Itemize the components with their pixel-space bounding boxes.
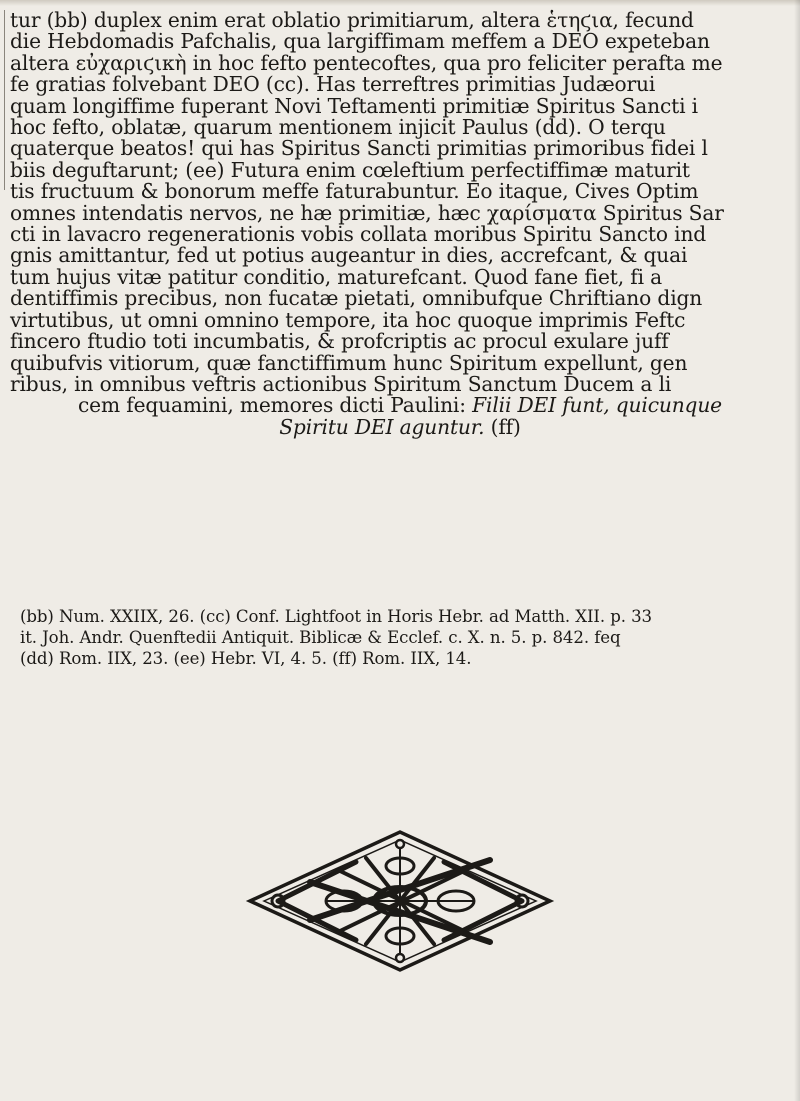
footnote-line: (dd) Rom. IIX, 23. (ee) Hebr. VI, 4. 5. (ff) Rom. IIX, 14.: [20, 649, 472, 668]
text-line: cti in lavacro regenerationis vobis collata moribus Spiritu Sancto ind: [10, 222, 707, 247]
text-line: omnes intendatis nervos, ne hæ primitiæ, hæc χαρίσματα Spiritus Sar: [10, 200, 724, 225]
closing-text: cem fequamini, memores dicti Paulini:: [78, 393, 466, 418]
page-top-edge: [0, 0, 800, 6]
text-line: quam longiffime fuperant Novi Teftamenti primitiæ Spiritus Sancti i: [10, 93, 698, 118]
footnote-line: (bb) Num. XXIIX, 26. (cc) Conf. Lightfoot in Horis Hebr. ad Matth. XII. p. 33: [20, 607, 653, 626]
text-line: quaterque beatos! qui has Spiritus Sancti primitias primoribus fidei l: [10, 136, 708, 161]
scripture-quote: Filii DEI funt, quicunque: [472, 393, 722, 418]
text-line: tum hujus vitæ patitur conditio, maturefcant. Quod fane fiet, fi a: [10, 264, 663, 289]
footnotes-block: [20, 606, 800, 669]
text-line: tis fructuum & bonorum meffe faturabuntur. Eo itaque, Cives Optim: [10, 179, 699, 204]
text-line: biis deguftarunt; (ee) Futura enim cœleftium perfectiffimæ maturit: [10, 157, 690, 182]
scripture-quote: Spiritu DEI aguntur.: [279, 414, 485, 439]
margin-line: [4, 10, 5, 190]
footnote-line: it. Joh. Andr. Quenftedii Antiquit. Biblicæ & Ecclef. c. X. n. 5. p. 842. feq: [20, 628, 621, 647]
footnote-reference: (ff): [490, 414, 521, 439]
text-line: die Hebdomadis Pafchalis, qua largiffimam meffem a DEO expeteban: [10, 29, 710, 54]
text-line: tur (bb) duplex enim erat oblatio primitiarum, altera ἑτηϛια, fecund: [10, 8, 694, 32]
text-line: quibufvis vitiorum, quæ fanctiffimum hunc Spiritum expellunt, gen: [10, 350, 688, 375]
main-text-block: [10, 10, 800, 438]
closing-line: [10, 414, 790, 439]
text-line: gnis amittantur, fed ut potius augeantur in dies, accrefcant, & quai: [10, 243, 688, 268]
closing-line: [10, 395, 790, 416]
text-line: hoc fefto, oblatæ, quarum mentionem injicit Paulus (dd). O terqu: [10, 115, 666, 140]
text-line: dentiffimis precibus, non fucatæ pietati, omnibufque Chriftiano dign: [10, 286, 703, 311]
text-line: altera εὐχαριϛικὴ in hoc fefto pentecoftes, qua pro feliciter perafta me: [10, 50, 723, 75]
text-line: fe gratias folvebant DEO (cc). Has terreftres primitias Judæorui: [10, 72, 656, 97]
text-line: ribus, in omnibus veftris actionibus Spiritum Sanctum Ducem a li: [10, 371, 672, 396]
text-line: virtutibus, ut omni omnino tempore, ita hoc quoque imprimis Feftc: [10, 307, 686, 332]
page-edge-shadow: [794, 0, 800, 1101]
interlace-knot-ornament-icon: [238, 826, 562, 976]
text-line: fincero ftudio toti incumbatis, & profcriptis ac procul exulare juff: [10, 329, 669, 354]
